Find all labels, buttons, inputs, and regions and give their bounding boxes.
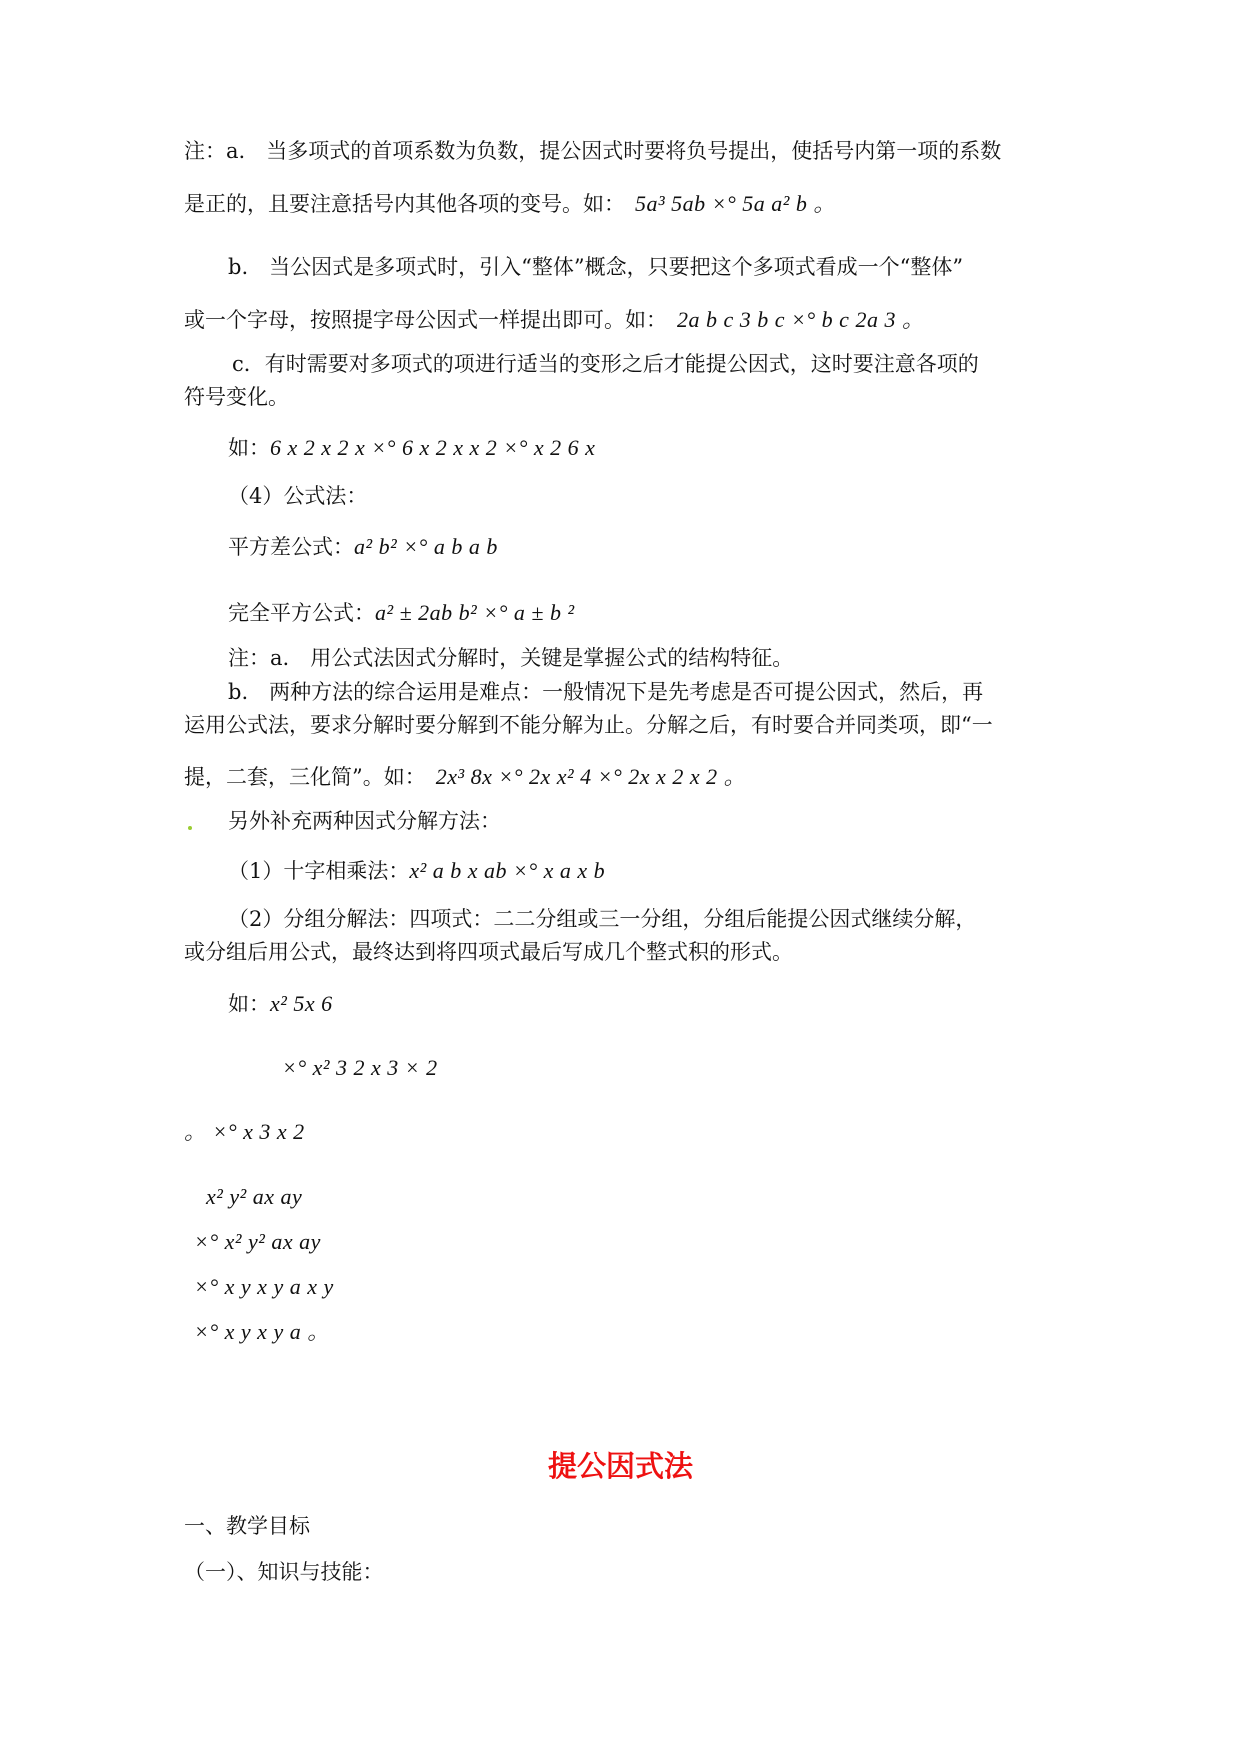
note-a-text: 是正的，且要注意括号内其他各项的变号。如： bbox=[184, 192, 625, 216]
note-c-example-prefix: 如： bbox=[228, 436, 270, 460]
extra-methods: 另外补充两种因式分解方法： bbox=[228, 809, 501, 833]
grouping-line2: 或分组后用公式，最终达到将四项式最后写成几个整式积的形式。 bbox=[184, 940, 793, 964]
note2-a: 注：a. 用公式法因式分解时，关键是掌握公式的结构特征。 bbox=[228, 646, 794, 670]
note2-b-line3 bbox=[184, 763, 746, 791]
note-c-line2: 符号变化。 bbox=[184, 385, 289, 409]
note-c-formula: 6 x 2 x 2 x ×° 6 x 2 x x 2 ×° x 2 6 x bbox=[270, 435, 596, 460]
cross-multiplication-label: （1）十字相乘法： bbox=[228, 859, 410, 883]
note-b-formula: 2a b c 3 b c ×° b c 2a 3 。 bbox=[677, 307, 925, 332]
note-a-formula: 5a³ 5ab ×° 5a a² b 。 bbox=[635, 191, 836, 216]
grouping2-step3: ×° x y x y a x y bbox=[194, 1274, 334, 1299]
grouping2-step2: ×° x² y² ax ay bbox=[194, 1229, 321, 1254]
grouping-example bbox=[228, 990, 333, 1018]
perfect-square bbox=[228, 599, 575, 627]
grouping2-step4: ×° x y x y a 。 bbox=[194, 1319, 330, 1344]
difference-of-squares bbox=[228, 533, 498, 561]
cross-multiplication bbox=[228, 857, 605, 885]
note2-b-line2: 运用公式法，要求分解时要分解到不能分解为止。分解之后，有时要合并同类项，即“一 bbox=[184, 713, 993, 737]
grouping-example-prefix: 如： bbox=[228, 992, 270, 1016]
note-c-line1: c．有时需要对多项式的项进行适当的变形之后才能提公因式，这时要注意各项的 bbox=[232, 352, 979, 376]
note-b-line1: b. 当公因式是多项式时，引入“整体”概念，只要把这个多项式看成一个“整体” bbox=[228, 255, 964, 279]
note-c-example bbox=[228, 434, 595, 462]
formula-method-heading: （4）公式法： bbox=[228, 484, 368, 508]
grouping-line1: （2）分组分解法：四项式：二二分组或三一分组，分组后能提公因式继续分解， bbox=[228, 907, 977, 931]
difference-of-squares-formula: a² b² ×° a b a b bbox=[354, 534, 498, 559]
note-a-line1: 注：a. 当多项式的首项系数为负数，提公因式时要将负号提出，使括号内第一项的系数 bbox=[184, 139, 1002, 163]
note2-b-line1: b. 两种方法的综合运用是难点：一般情况下是先考虑是否可提公因式，然后，再 bbox=[228, 680, 984, 704]
stray-mark bbox=[188, 826, 192, 830]
note-b-line2 bbox=[184, 306, 924, 334]
note2-b-formula: 2x³ 8x ×° 2x x² 4 ×° 2x x 2 x 2 。 bbox=[435, 764, 747, 789]
grouping-example-formula1: x² 5x 6 bbox=[270, 991, 333, 1016]
perfect-square-label: 完全平方公式： bbox=[228, 601, 375, 625]
grouping2-step1: x² y² ax ay bbox=[206, 1184, 303, 1209]
note2-b-text: 提，二套，三化简”。如： bbox=[184, 765, 426, 789]
grouping-example-formula2: ×° x² 3 2 x 3 × 2 bbox=[282, 1055, 438, 1080]
section-title: 提公因式法 bbox=[547, 1449, 693, 1483]
knowledge-skills-heading: （一）、知识与技能： bbox=[184, 1560, 384, 1584]
note-a-line2 bbox=[184, 190, 836, 218]
grouping-example-formula3: 。 ×° x 3 x 2 bbox=[184, 1119, 305, 1144]
cross-multiplication-formula: x² a b x ab ×° x a x b bbox=[409, 858, 606, 883]
note-b-text: 或一个字母，按照提字母公因式一样提出即可。如： bbox=[184, 308, 667, 332]
teaching-goals-heading: 一、教学目标 bbox=[184, 1514, 310, 1538]
perfect-square-formula: a² ± 2ab b² ×° a ± b ² bbox=[375, 600, 575, 625]
difference-of-squares-label: 平方差公式： bbox=[228, 535, 354, 559]
